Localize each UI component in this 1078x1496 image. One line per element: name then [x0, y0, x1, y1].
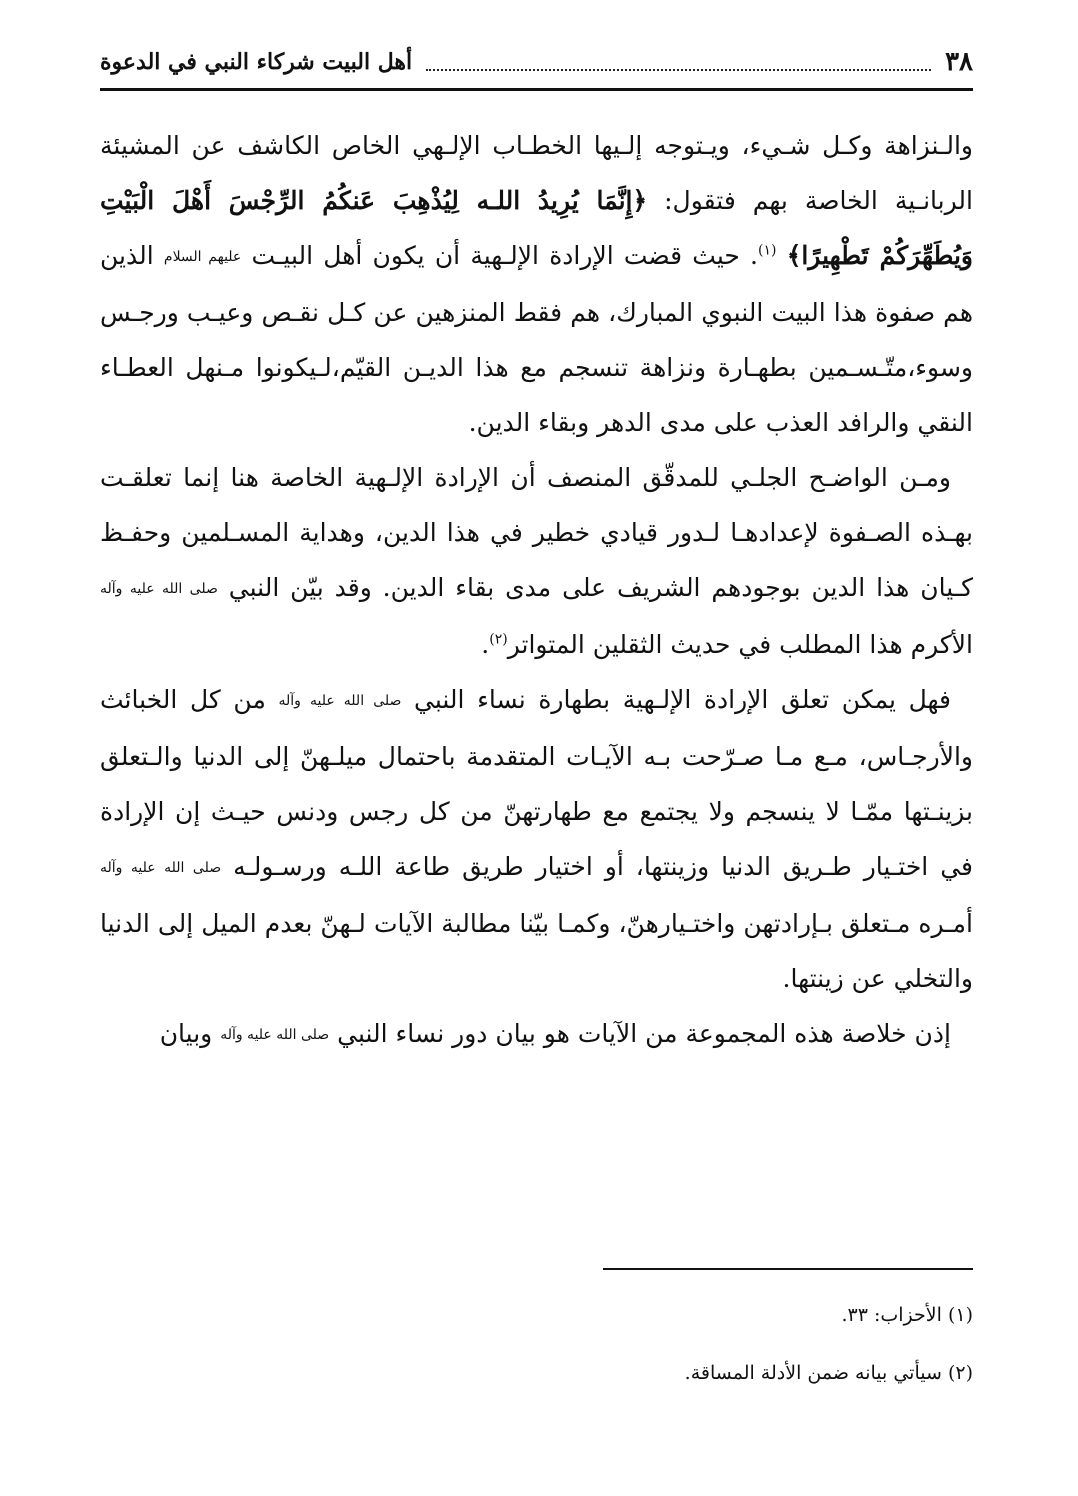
paragraph-2	[100, 450, 973, 672]
honorific-glyph: صلى الله عليه وآله	[100, 860, 222, 876]
paragraph-4-text-a: إذن خلاصة هذه المجموعة من الآيات هو بيان دور نساء النبي	[329, 1019, 951, 1048]
running-title: أهل البيت شركاء النبي في الدعوة	[100, 49, 413, 75]
page-number: ٣٨	[945, 47, 973, 77]
honorific-glyph: صلى الله عليه وآله	[278, 693, 402, 709]
footnote-separator	[603, 1268, 973, 1270]
paragraph-2-text-a: ومـن الواضـح الجلـي للمدقّق المنصف أن الإرادة الإلـهية الخاصة هنا إنما تعلقـت بهـذه الصـفوة لإعدادهـا لـدور قيادي خطير في هذا الدين، وهداية المسـلمين وحفـظ كـيان هذا الدين بوجودهم الشريف على مدى بقاء الدين. وقد بيّن النبي	[100, 463, 974, 602]
paragraph-2-text-b: الأكرم هذا المطلب في حديث الثقلين المتواتر	[507, 630, 973, 659]
honorific-glyph: صلى الله عليه وآله	[100, 581, 218, 597]
paragraph-3-text-a: فهل يمكن تعلق الإرادة الإلـهية بطهارة نساء النبي	[401, 685, 951, 714]
paragraph-4-text-b: وبيان	[159, 1019, 221, 1048]
footnote-marker-2[interactable]: (٢)	[489, 631, 508, 648]
quran-verse: ﴿إِنَّمَا يُرِيدُ اللـه لِيُذْهِبَ عَنكُمُ الرِّجْسَ أَهْلَ الْبَيْتِ وَيُطَهِّرَكُمْ تَطْهِيرًا﴾	[100, 186, 974, 270]
page-header	[100, 40, 973, 84]
footnote-1: (١) الأحزاب: ٣٣.	[841, 1304, 973, 1326]
paragraph-1-text-a: والـنزاهة وكـل شـيء، ويـتوجه إلـيها الخطـاب الإلـهي الخاص الكاشف عن المشيئة الربانـية الخاصة بهم فتقول:	[100, 131, 973, 215]
header-rule	[100, 88, 973, 91]
paragraph-4	[100, 1006, 973, 1063]
paragraph-1	[100, 118, 973, 450]
paragraph-3-text-c: أمـره مـتعلق بـإرادتهن واختـيارهنّ، وكمـا بيّنا مطالبة الآيات لـهنّ بعدم الميل إلى الدنيا والتخلي عن زينتها.	[100, 909, 973, 993]
footnote-marker-1[interactable]: (١)	[758, 242, 777, 259]
paragraph-3-text-b: من كل الخبائث والأرجـاس، مـع مـا صـرّحت بـه الآيـات المتقدمة باحتمال ميلـهنّ إلى الدنيا والـتعلق بزينـتها ممّـا لا ينسجم ولا يجتمع مع طهارتهنّ من كل رجس ودنس حيـث إن الإرادة في اختـيار طـريق الدنيا وزينتها، أو اختيار طريق طاعة اللـه ورسـولـه	[100, 685, 973, 881]
honorific-glyph: صلى الله عليه وآله	[220, 1027, 330, 1043]
header-dot-leader	[426, 53, 931, 71]
paragraph-2-end: .	[481, 630, 490, 659]
footnote-2: (٢) سيأتي بيانه ضمن الأدلة المساقة.	[684, 1362, 973, 1384]
paragraph-1-text-c: الذين هم صفوة هذا البيت النبوي المبارك، هم فقط المنزهين عن كـل نقـص وعيـب ورجـس وسوء،متّـسـمين بطهـارة ونزاهة تنسجم مع هذا الديـن القيّم،لـيكونوا مـنهل العطـاء النقي والرافد العذب على مدى الدهر وبقاء الدين.	[100, 241, 973, 437]
body-text	[100, 118, 973, 1063]
paragraph-1-text-b: . حيث قضت الإرادة الإلـهية أن يكون أهل البيـت	[241, 241, 758, 270]
honorific-glyph: عليهم السلام	[163, 249, 242, 265]
paragraph-3	[100, 672, 973, 1006]
footnotes	[100, 1300, 973, 1416]
